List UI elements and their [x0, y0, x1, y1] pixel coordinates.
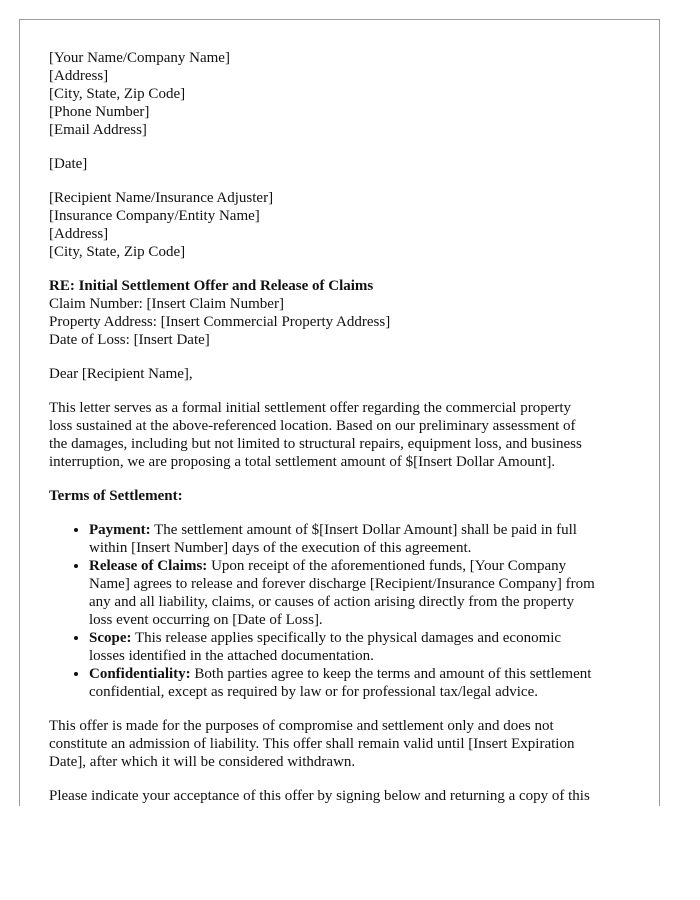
term-text: Name] agrees to release and forever discharge [Recipient/Insurance Company] from	[89, 576, 595, 592]
term-text: loss event occurring on [Date of Loss].	[89, 612, 323, 628]
letter-page	[19, 19, 660, 806]
offer-paragraph	[49, 717, 634, 771]
re-subject: RE: Initial Settlement Offer and Release of Claims	[49, 278, 374, 294]
term-label: Release of Claims:	[89, 558, 208, 574]
claim-number: Claim Number: [Insert Claim Number]	[49, 296, 284, 312]
date-of-loss: Date of Loss: [Insert Date]	[49, 332, 210, 348]
intro-paragraph	[49, 399, 634, 471]
closing-paragraph	[49, 787, 634, 805]
term-confidentiality	[89, 665, 634, 701]
letter-body	[49, 49, 634, 806]
sender-name: [Your Name/Company Name]	[49, 50, 230, 66]
recipient-block	[49, 189, 634, 261]
intro-line: This letter serves as a formal initial settlement offer regarding the commercial property	[49, 400, 572, 416]
terms-heading-block	[49, 487, 634, 505]
term-text: any and all liability, claims, or causes of action arising directly from the property	[89, 594, 575, 610]
term-text: This release applies specifically to the physical damages and economic	[131, 630, 562, 646]
term-text: Upon receipt of the aforementioned funds, [Your Company	[207, 558, 567, 574]
sender-block	[49, 49, 634, 139]
re-block	[49, 277, 634, 349]
intro-line: the damages, including but not limited to structural repairs, equipment loss, and business	[49, 436, 582, 452]
offer-line: Date], after which it will be considered withdrawn.	[49, 754, 356, 770]
salutation-text: Dear [Recipient Name],	[49, 366, 193, 382]
term-text: Both parties agree to keep the terms and amount of this settlement	[190, 666, 592, 682]
intro-line: loss sustained at the above-referenced location. Based on our preliminary assessment of	[49, 418, 576, 434]
sender-city: [City, State, Zip Code]	[49, 86, 186, 102]
recipient-city: [City, State, Zip Code]	[49, 244, 186, 260]
sender-email: [Email Address]	[49, 122, 147, 138]
term-label: Scope:	[89, 630, 132, 646]
term-text: within [Insert Number] days of the execution of this agreement.	[89, 540, 472, 556]
term-release-of-claims	[89, 557, 634, 629]
term-text: The settlement amount of $[Insert Dollar Amount] shall be paid in full	[150, 522, 577, 538]
recipient-address: [Address]	[49, 226, 109, 242]
terms-list	[49, 521, 634, 701]
term-text: losses identified in the attached documentation.	[89, 648, 374, 664]
sender-phone: [Phone Number]	[49, 104, 150, 120]
date-block	[49, 155, 634, 173]
recipient-company: [Insurance Company/Entity Name]	[49, 208, 260, 224]
term-text: confidential, except as required by law or for professional tax/legal advice.	[89, 684, 538, 700]
terms-heading: Terms of Settlement:	[49, 488, 183, 504]
salutation	[49, 365, 634, 383]
property-address: Property Address: [Insert Commercial Property Address]	[49, 314, 391, 330]
offer-line: This offer is made for the purposes of compromise and settlement only and does not	[49, 718, 554, 734]
term-label: Confidentiality:	[89, 666, 191, 682]
sender-address: [Address]	[49, 68, 109, 84]
recipient-name: [Recipient Name/Insurance Adjuster]	[49, 190, 274, 206]
term-payment	[89, 521, 634, 557]
term-label: Payment:	[89, 522, 151, 538]
intro-line: interruption, we are proposing a total settlement amount of $[Insert Dollar Amount].	[49, 454, 556, 470]
letter-date: [Date]	[49, 156, 88, 172]
offer-line: constitute an admission of liability. This offer shall remain valid until [Insert Expiration	[49, 736, 575, 752]
term-scope	[89, 629, 634, 665]
closing-line: Please indicate your acceptance of this offer by signing below and returning a copy of this	[49, 788, 590, 804]
